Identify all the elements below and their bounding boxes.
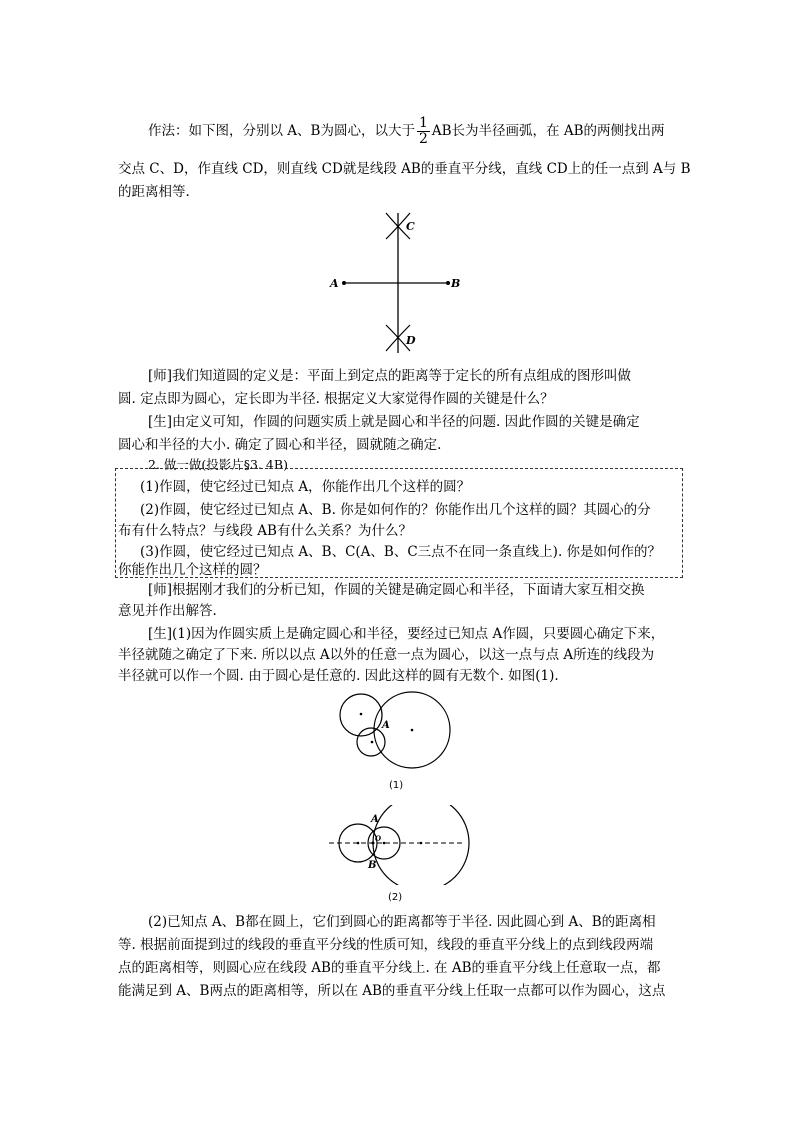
student2-line-2: 半径就随之确定了下来. 所以以点 A以外的任意一点为圆心，以这一点与点 A所连的线段为: [118, 647, 655, 663]
student3-line-2: 等. 根据前面提到过的线段的垂直平分线的性质可知，线段的垂直平分线上的点到线段两端: [118, 937, 654, 953]
fraction-one-half: [417, 116, 430, 147]
teacher2-line-1: [师]根据刚才我们的分析已知，作圆的关键是确定圆心和半径，下面请大家互相交换: [148, 582, 645, 598]
method-line-1: [148, 116, 665, 147]
teacher1-line-1: [师]我们知道圆的定义是：平面上到定点的距离等于定长的所有点组成的图形叫做: [148, 368, 632, 384]
exercise-q1: (1)作圆，使它经过已知点 A，你能作出几个这样的圆？: [140, 479, 471, 495]
circles-through-a-figure: [330, 685, 460, 775]
label-c: C: [406, 220, 415, 233]
student2-line-3: 半径就可以作一个圆. 由于圆心是任意的. 因此这样的圆有无数个. 如图(1).: [118, 668, 559, 684]
circles-through-ab-figure: [325, 805, 470, 885]
exercise-q2-line2: 布有什么特点？与线段 AB有什么关系？为什么？: [118, 523, 412, 539]
center-dot-right: [383, 842, 386, 845]
student3-line-1: (2)已知点 A、B都在圆上，它们到圆心的距离都等于半径. 因此圆心到 A、B的距离相: [148, 914, 656, 930]
method-suffix: AB长为半径画弧，在 AB的两侧找出两: [431, 123, 665, 139]
student3-line-3: 点的距离相等，则圆心应在线段 AB的垂直平分线上. 在 AB的垂直平分线上任意取一点，都: [118, 960, 661, 976]
exercise-q3-line2: 你能作出几个这样的圆？: [118, 562, 267, 578]
teacher1-line-2: 圆. 定点即为圆心，定长即为半径. 根据定义大家觉得作圆的关键是什么？: [118, 391, 554, 407]
section-heading: 2. 做一做(投影片§3. 4B): [148, 457, 288, 472]
big-circle: [373, 805, 469, 885]
label-b: B: [451, 277, 461, 290]
label-a-fig1: A: [382, 720, 390, 731]
center-dot-2: [371, 741, 374, 744]
student3-line-4: 能满足到 A、B两点的距离相等，所以在 AB的垂直平分线上任取一点都可以作为圆心，这点: [118, 983, 666, 999]
label-a: A: [330, 277, 339, 290]
center-dot-3: [411, 729, 414, 732]
student2-line-1: [生](1)因为作圆实质上是确定圆心和半径，要经过已知点 A作圆，只要圆心确定下来，: [148, 626, 665, 642]
figure1-caption: (1): [389, 780, 404, 791]
method-line-2: 交点 C、D，作直线 CD，则直线 CD就是线段 AB的垂直平分线，直线 CD上的任一点到 A与 B: [118, 161, 691, 177]
student1-line-1: [生]由定义可知，作圆的问题实质上就是圆心和半径的问题. 因此作圆的关键是确定: [148, 414, 640, 430]
point-b: [446, 281, 450, 285]
perpendicular-bisector-figure: [320, 205, 470, 355]
label-o-fig2: O: [375, 834, 382, 843]
fraction-numerator: 1: [418, 115, 428, 131]
method-line-3: 的距离相等.: [118, 184, 190, 200]
label-a-fig2: A: [371, 814, 379, 825]
exercise-q3-line1: (3)作圆，使它经过已知点 A、B、C(A、B、C三点不在同一条直线上). 你是如何作的？: [140, 544, 662, 560]
exercise-q2-line1: (2)作圆，使它经过已知点 A、B. 你是如何作的？你能作出几个这样的圆？其圆心的分: [140, 502, 651, 518]
center-dot-big: [420, 842, 423, 845]
figure2-caption: (2): [388, 892, 403, 903]
exercise-box: [115, 468, 683, 578]
fraction-denominator: 2: [418, 131, 428, 147]
label-b-fig2: B: [368, 860, 377, 871]
center-dot-1: [360, 713, 363, 716]
label-d: D: [406, 334, 416, 347]
point-a: [342, 281, 346, 285]
teacher2-line-2: 意见并作出解答.: [118, 603, 217, 619]
center-dot-left: [357, 842, 360, 845]
student1-line-2: 圆心和半径的大小. 确定了圆心和半径，圆就随之确定.: [118, 437, 442, 453]
method-prefix: 作法：如下图，分别以 A、B为圆心，以大于: [148, 123, 415, 139]
